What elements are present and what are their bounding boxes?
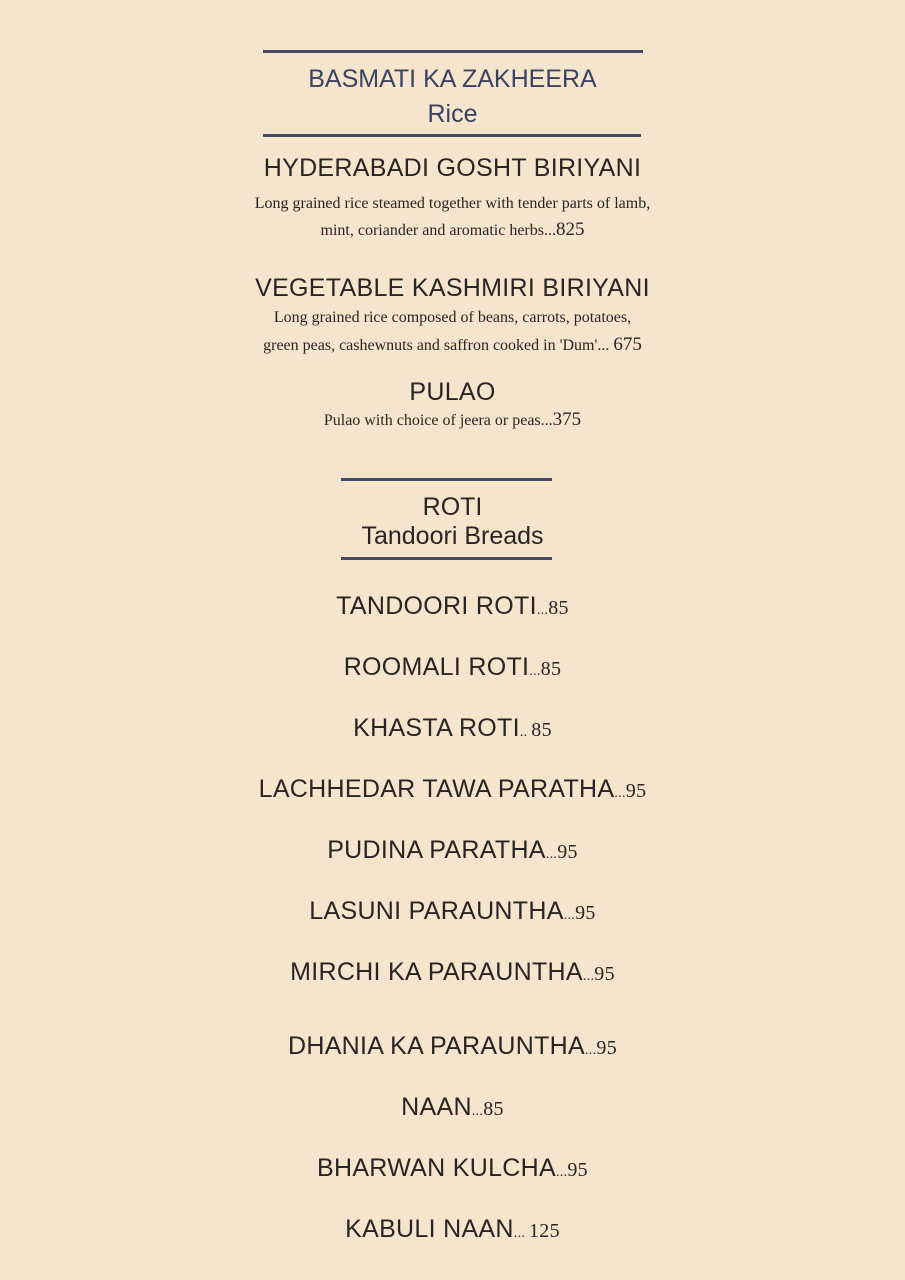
roti-section-subtitle: Tandoori Breads (361, 522, 544, 550)
bread-price: 85 (483, 1098, 504, 1120)
bread-item (0, 1152, 905, 1189)
bread-name: ROOMALI ROTI (343, 653, 530, 681)
bread-item (0, 834, 905, 871)
rice-section-title: BASMATI KA ZAKHEERA (308, 65, 597, 93)
bread-separator: ... (529, 664, 541, 679)
bread-separator: .. (519, 725, 532, 740)
bread-name: MIRCHI KA PARAUNTHA (290, 958, 583, 986)
roti-section-title: ROTI (422, 493, 483, 521)
bread-item (0, 773, 905, 810)
rice-top-rule (263, 50, 643, 53)
bread-item (0, 712, 905, 749)
bread-separator: ... (513, 1226, 529, 1241)
dish-desc-hyderabadi-line1: Long grained rice steamed together with tender parts of lamb, (254, 195, 651, 212)
bread-price: 95 (594, 963, 615, 985)
dish-desc-pulao (0, 407, 905, 434)
roti-bottom-rule (341, 557, 552, 560)
rice-section-subtitle: Rice (427, 100, 478, 128)
bread-item (0, 1091, 905, 1128)
dish-price: 825 (555, 219, 585, 240)
bread-item (0, 956, 905, 993)
bread-name: PUDINA PARATHA (327, 836, 546, 864)
bread-item (0, 651, 905, 688)
bread-price: 95 (557, 841, 578, 863)
bread-item (0, 1030, 905, 1067)
bread-separator: ... (584, 1043, 597, 1058)
dish-desc-hyderabadi-line2 (0, 217, 905, 244)
dish-desc-text: green peas, cashewnuts and saffron cooked in 'Dum'... (263, 337, 614, 354)
bread-separator: ... (555, 1165, 568, 1180)
dish-name-hyderabadi-gosht-biriyani: HYDERABADI GOSHT BIRIYANI (263, 154, 642, 182)
bread-separator: ... (471, 1104, 484, 1119)
bread-separator: ... (563, 908, 576, 923)
bread-price: 95 (575, 902, 596, 924)
roti-top-rule (341, 478, 552, 481)
dish-name-pulao: PULAO (409, 378, 496, 406)
dish-desc-kashmiri-line2 (0, 332, 905, 359)
bread-price: 125 (528, 1220, 560, 1242)
bread-name: LASUNI PARAUNTHA (309, 897, 564, 925)
bread-separator: ... (545, 847, 558, 862)
bread-name: KHASTA ROTI (353, 714, 520, 742)
dish-desc-text: Pulao with choice of jeera or peas... (323, 412, 553, 429)
bread-name: BHARWAN KULCHA (317, 1154, 556, 1182)
dish-price: 375 (552, 409, 582, 430)
bread-price: 85 (531, 719, 552, 741)
bread-separator: ... (582, 969, 595, 984)
bread-separator: ... (536, 603, 549, 618)
bread-name: LACHHEDAR TAWA PARATHA (258, 775, 615, 803)
dish-price: 675 (613, 334, 642, 355)
bread-price: 95 (567, 1159, 588, 1181)
bread-name: KABULI NAAN (345, 1215, 514, 1243)
bread-name: DHANIA KA PARAUNTHA (288, 1032, 585, 1060)
bread-item (0, 895, 905, 932)
dish-desc-kashmiri-line1: Long grained rice composed of beans, carrots, potatoes, (273, 309, 632, 326)
bread-name: TANDOORI ROTI (336, 592, 537, 620)
bread-price: 85 (548, 597, 569, 619)
dish-name-vegetable-kashmiri-biriyani: VEGETABLE KASHMIRI BIRIYANI (255, 274, 650, 302)
bread-name: NAAN (401, 1093, 472, 1121)
bread-item (0, 1213, 905, 1250)
bread-price: 85 (540, 658, 562, 680)
bread-separator: ... (614, 786, 626, 801)
bread-item (0, 590, 905, 627)
rice-bottom-rule (263, 134, 641, 137)
bread-price: 95 (596, 1037, 617, 1059)
bread-price: 95 (625, 780, 647, 802)
dish-desc-text: mint, coriander and aromatic herbs... (320, 222, 556, 239)
